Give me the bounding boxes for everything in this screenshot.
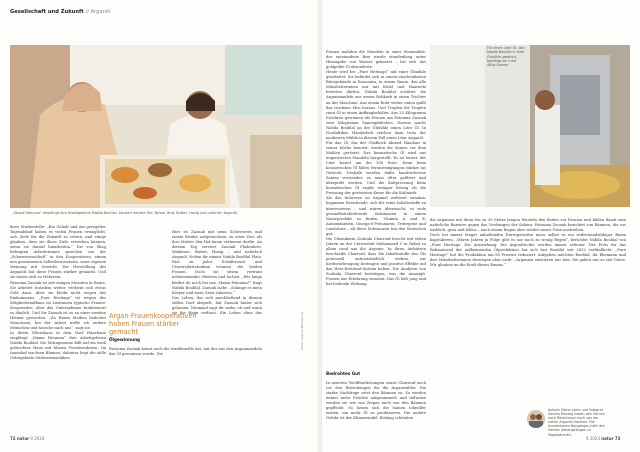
heading-oelgewinnung: Ölgewinnung (109, 337, 141, 343)
issue-right: 9 2024 (586, 436, 600, 441)
page-number-right: 73 (614, 436, 621, 441)
author-box: Autorin Diana Laarz und Fotograf Sascha Montag haben den Geruch nach Röstnüssen noch von der nahen Arganöl-Fabriken. Die wunderbaren Bergziegen hielt den kleinen Abbaugebirgen zu Tagesbäumen. (548, 408, 606, 437)
column-2-after-text: Fatouma Zaouak kennt noch die traditionelle Art, mit der aus den Arganmandeln das Öl gewonnen wurde. Die (109, 347, 262, 357)
photo-left-caption: „Mama Fatouma“ empfängt ihre Arbeitgeberin Nabila Bouhlal. Serviert werden Tee, Nüsse, Brot, Butter, Honig und natürlich Arganöl. (12, 211, 238, 215)
column-3-bottom (326, 366, 426, 432)
photo-credit: Fotos: Sascha Montag (2) (300, 311, 304, 350)
footer-right (586, 436, 620, 441)
section-title: Gesellschaft und Zukunft (10, 9, 84, 15)
photo-oil-mill-image (430, 45, 630, 207)
column-3-text: Frauen mahlten die Mandeln in einer Steinmühle, der entstandene Brei wurde stundenlang unter Hinzugabe von Wasser geknetet – bis sich das goldgelbe Öl absonderte. Heute wird bei „Pure Heritage“ mit einer Ölmühle gearbeitet. Sie befindet sich in einem unscheinbaren Bürogebäude in Essaouira, in einem Raum, den alle Mitarbeiterinnen nur mit Kittel und Haarnetz betreten dürfen. Nabila Bouhlal schüttet die Arganmandeln aus einem Rohkorb in einen Trichter an der Maschine. Aus einem Rohr weiter unten quillt das trockene Mus heraus. Und Tropfen für Tropfen rinnt Öl in einen Auffangbehälter. Aus 25 Kilogramm Früchten gewinnen die Frauen um Fatouma Zaouak zwei Kilogramm Samenplättchen. Daraus macht Nabila Bouhlal an der Ölmühle einen Liter Öl. In Nordafrikas Handarbeit reichen dazu trotz der modernen Mühle in diesem Fall einen Liter Arganöl. Für das Öl, das der Chefkoch Ahmed Handour in seiner Küche benutzt, werden die Samen vor dem Mahlen geröstet. Das kosmetische Öl wird aus ungerösteten Mandeln hergestellt. Es ist teurer, der Liter kostet um die 100 Euro. Denn beim kosmetischen Öl fallen Verunreinigungen stärker ins Gewicht. Deshalb werden dafür handverlesene Samen verwendet, es muss öfter gefiltert und überprüft werden. Und die Kaltpressung beim kosmetischen Öl ergibt weniger Ertrag als die Pressung der gerösteten Kerne für die Kulinarik. Als das Interesse an Arganöl weltweit zunahm, begannen Forschende, sich für seine Inhaltsstoffe zu interessieren – und waren überrascht, so viele gesundheitsfördernde Substanzen in einem Naturprodukt zu finden. Vitamin A und E, Antioxidantien, Omega-6-Fettsäuren, Triterpene und Linolsäure – all diese Substanzen tun den Menschen gut. Die Chemikerin Zoubida Charrouf forscht seit vielen Jahren an der Universität Mohammed V in Rabat zu allem rund um die Argonie. In ihren Aufsätzen beschreibt Charrouf, dass die Inhaltsstoffe des Öls potenziell antientzündlich wirken, zur Krebsvorbeugung beitragen und positive Effekte auf das Herz-Kreislauf-System haben. Die Analysen von Zoubida Charrouf bestätigen, was die Amazigh-Frauen aus Erfahrung wussten: Das Öl hält jung und hat heilende Wirkung. (326, 50, 426, 287)
footer-left (10, 436, 44, 441)
column-2-text: Hier ist Zaouak mit neun Schwestern und einem Bruder aufgewachsen, zu einer Zeit, als ihre Mutter den Hof kaum verlassen durfte. An diesem Tag serviert Zaouak Fladenbrot, Walnüsse, Butter, Honig – und natürlich Arganöl. Neben ihr nimmt Nabila Bouhlal Platz. Fast zu jeder Schulbesuch und Universitätsstudium trennen die beiden Frauen. Doch sie sitzen vertraut nebeneinander, flüstern und lachen. „Wir lange bleibst du noch bei uns, Mama Fatouma?“ fragt Nabila Bouhlal. Zaouak lacht: „Solange es mein Körper und mein Geist zulassen.“ Das Leben, das sich anschließend in diesem stillen Dorf abspielt, hat Zaouak hinter sich gelassen. Niemand sagt ihr mehr, ob und wann sie ihr Heim verlässt. Ein Leben ohne das (172, 230, 262, 315)
pull-quote: Argan-Frauenkooperativen haben Frauen stärker gemacht (109, 312, 197, 336)
photo-women-table-image (10, 45, 302, 208)
photo-oil-mill (430, 45, 630, 207)
photo-right-caption: Für einen Liter Öl, den Nabila Bouhlal in ihrer Ölmühle gewinnt, benötigt sie rund 40kg Samen. (487, 46, 525, 68)
section-header (10, 9, 111, 15)
column-2-top (172, 225, 262, 315)
page-gutter (318, 0, 322, 452)
column-2-bottom (109, 332, 262, 432)
photo-women-table (10, 45, 302, 208)
column-4-text: die Arganien mit ihren bis zu 30 Meter langen Wurzeln den Boden vor Erosion und bilden damit eine natürliche Barriere gegen das Vordringen der Sahara. Fatouma Zaouak berichtet von Bäumen, die vor wirklich, grau und leblos – nach einem Regen aber wieder neues Grün austreiben. Doch bei immer länger anhaltenden Dürreperioden muss selbst es ein widerstandsfähiger Baum kapitulieren. „Wären Jahren ja Folge gibt es nur noch zu wenig Regen“, berichtet Nabila Bouhlal von „Pure Heritage. Die Auswirkung: Die Argonfrüchte werden immer seltener. Der Preis für das Rohmaterial der aufkeimenden Ölproduktion hat sich fast Bouhlal seit 2022 verfünffacht. „Pure Heritage“ hat die Produktion um 80 Prozent reduziert. Aufgeben möchten Bouhlal, ihr Ehemann und ihre Mitarbeiterinnen deswegen aber nicht. „Arganien existieren nur hier. Sie gaben uns so viel Gutes. Wir glauben an die Kraft dieses Baums.“ (430, 218, 626, 268)
page-number-left: 72 (10, 436, 16, 441)
column-1: ihrer Mutterstelle: „Ein Gehalt und ein geregelter Tagesablauf haben es vielen Frauen ermöglicht, sich Ziele für die Zukunft zu setzen, und einige glauben, dass sie diese Ziele erreichen können, wenn sie darauf hinarbeiten.“ Die von Skog befragten Arbeiterinnen sprechen von der „Schwesternschaft“ in den Kooperativen, einem neu gewonnenen Selbstbewusstsein, einer eigenen Meinung mit Gewicht. Die Herstellung des Arganöls hat diese Frauen stärker gemacht. Und sie rissen sich zu Höherem. Fatouma Zaouak ist seit einigen Monaten in Rente. Sie arbeitet trotzdem weiter, verdient sich etwas Geld dazu. Aber sie bleibt nicht wegen des Einkommens. „Pure Heritage“ ist wegen des Mitgliederaufbaus im Lusitanien typische Frauen-Kooperative, aber das Unternehmen funktioniert so ähnlich. Und für Zaouak ist es zu einer zweiten Heimat geworden. „Zu Hause bleiben bedeutet Monotonie; bei der Arbeit treffe ich andere Menschen und tausche mich aus“, sagt sie. In ihrem Elternhaus in dem Dorf Hanchane empfängt „Mama Fatouma“ ihre Arbeitgeberin Nabila Bouhlal. Die Mittagssonne fällt auf ein weiß getünchtes Haus mit blauen Fensterrahmen. Im Innenhof wachsen Blumen, dahinter liegt die stille Gebirgskette Südwestmarokkos. (10, 225, 106, 361)
author-avatar (527, 410, 545, 428)
issue-left: 9 2024 (30, 436, 45, 441)
section-subtitle: // Arganöl (85, 9, 111, 15)
heading-bedrohtes-gut: Bedrohtes Gut (326, 371, 361, 377)
column-3-after-text: In neueren Veröffentlichungen warnt Charrouf auch vor den Bedrohungen für die Arganwälder. Die starke Nachfrage setzt den Bäumen zu. So werden immer mehr Früchte aufgesammelt und teilweise werden sie wie von Ziegen auch von den Bäumen gepflückt. So lassen sich die Samen schneller ernten, um mehr Öl zu produzieren. Die andere Gefahr ist der Klimawandel. Bislang schützten (326, 381, 426, 421)
column-4 (430, 213, 626, 383)
magazine-name-left: natur (16, 436, 30, 441)
column-3 (326, 45, 426, 410)
magazine-name-right: natur (601, 436, 614, 441)
